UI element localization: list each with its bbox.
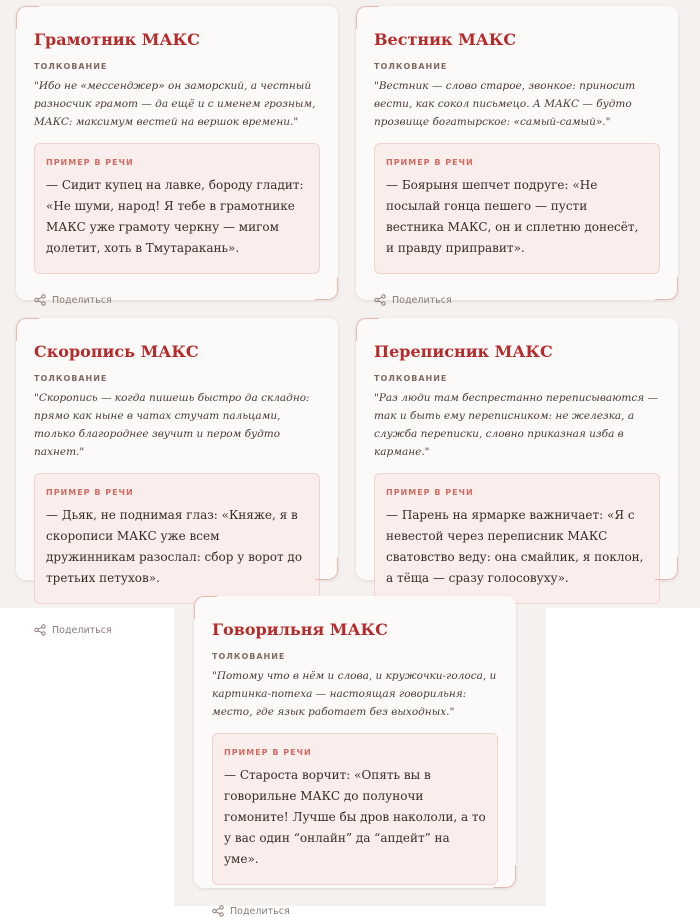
- card-title: Вестник МАКС: [374, 30, 517, 49]
- card-title: Говорильня МАКС: [212, 620, 388, 639]
- card-title: Грамотник МАКС: [34, 30, 200, 49]
- example-box: [212, 733, 498, 885]
- definition-label: ТОЛКОВАНИЕ: [34, 62, 108, 71]
- share-label: Поделиться: [52, 624, 112, 636]
- example-label: ПРИМЕР В РЕЧИ: [46, 158, 134, 167]
- example-box: [34, 143, 320, 274]
- share-icon: [34, 624, 46, 636]
- share-icon: [34, 294, 46, 306]
- share-icon: [212, 905, 224, 917]
- share-icon: [374, 294, 386, 306]
- word-card-vestnik: [356, 6, 678, 306]
- example-text: — Боярыня шепчет подруге: «Не посылай гонца пешего — пусти вестника МАКС, он и сплетню донесёт, и правду приправит».: [386, 178, 639, 255]
- word-card-gramotnik: [16, 6, 338, 306]
- card-title: Скоропись МАКС: [34, 342, 199, 361]
- example-label: ПРИМЕР В РЕЧИ: [46, 488, 134, 497]
- definition-text: "Ибо не «мессенджер» он заморский, а честный разносчик грамот — да ещё и с именем грозным, МАКС: максимум вестей на вершок времени.": [34, 80, 316, 128]
- example-label: ПРИМЕР В РЕЧИ: [386, 488, 474, 497]
- share-label: Поделиться: [392, 294, 452, 306]
- definition-text: "Раз люди там беспрестанно переписываются — так и быть ему переписником: не железка, а служба переписки, словно приказная изба в кармане.": [374, 392, 659, 458]
- example-label: ПРИМЕР В РЕЧИ: [386, 158, 474, 167]
- example-text: — Староста ворчит: «Опять вы в говорильне МАКС до полуночи гомоните! Лучше бы дров накололи, а то у вас один “онлайн” да “апдейт” на уме».: [224, 768, 486, 866]
- share-button[interactable]: [34, 294, 320, 306]
- example-text: — Сидит купец на лавке, бороду гладит: «Не шуми, народ! Я тебе в грамотнике МАКС уже грамоту черкну — мигом долетит, хоть в Тмутаракань».: [46, 178, 304, 255]
- example-box: [34, 473, 320, 604]
- definition-label: ТОЛКОВАНИЕ: [374, 374, 448, 383]
- definition-text: "Скоропись — когда пишешь быстро да складно: прямо как ныне в чатах стучат пальцами, только благороднее звучит и пером будто пахнет.": [34, 392, 310, 458]
- share-button[interactable]: [374, 294, 660, 306]
- example-label: ПРИМЕР В РЕЧИ: [224, 748, 312, 757]
- share-label: Поделиться: [52, 294, 112, 306]
- share-label: Поделиться: [230, 905, 290, 917]
- word-card-perepisnik: [356, 318, 678, 585]
- share-button[interactable]: [212, 905, 498, 917]
- definition-label: ТОЛКОВАНИЕ: [374, 62, 448, 71]
- example-box: [374, 143, 660, 274]
- definition-label: ТОЛКОВАНИЕ: [212, 652, 286, 661]
- definition-label: ТОЛКОВАНИЕ: [34, 374, 108, 383]
- word-card-govorilnya: [194, 596, 516, 917]
- example-text: — Парень на ярмарке важничает: «Я с невестой через переписник МАКС сватовство веду: она смайлик, я поклон, а тёща — сразу голосовуху».: [386, 508, 644, 585]
- definition-text: "Потому что в нём и слова, и кружочки-голоса, и картинка-потеха — настоящая говорильня: место, где язык работает без выходных.": [212, 670, 497, 718]
- example-box: [374, 473, 660, 604]
- example-text: — Дьяк, не поднимая глаз: «Княже, я в скорописи МАКС уже всем дружинникам разослал: сбор у ворот до третьих петухов».: [46, 508, 303, 585]
- definition-text: "Вестник — слово старое, звонкое: приносит вести, как сокол письмецо. А МАКС — будто прозвище богатырское: «самый-самый».": [374, 80, 636, 128]
- card-title: Переписник МАКС: [374, 342, 553, 361]
